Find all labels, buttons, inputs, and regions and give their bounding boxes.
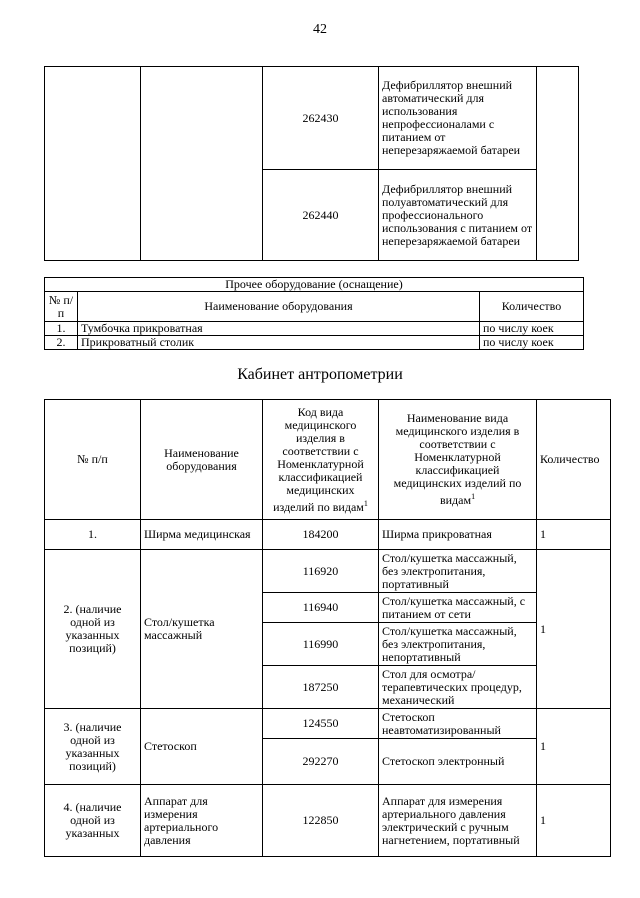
qty-cell: 1: [537, 550, 611, 709]
code-cell: 116920: [263, 550, 379, 593]
code-cell: 116940: [263, 593, 379, 623]
row-num: 4. (наличие одной из указанных: [45, 785, 141, 857]
kind-cell: Стол для осмотра/ терапевтических процедур, механический: [379, 666, 537, 709]
code-cell: 262430: [263, 67, 379, 170]
row-name: Прикроватный столик: [78, 336, 480, 350]
page-number: 42: [313, 22, 327, 37]
kind-cell: Стол/кушетка массажный, без электропитания, непортативный: [379, 623, 537, 666]
kind-cell: Стол/кушетка массажный, с питанием от сети: [379, 593, 537, 623]
row-qty: по числу коек: [480, 322, 584, 336]
table-row: [45, 785, 611, 857]
row-num: 3. (наличие одной из указанных позиций): [45, 709, 141, 785]
header-code: Код вида медицинского изделия в соответствии с Номенклатурной классификацией медицинских изделий по видам$^1$: [263, 400, 379, 520]
empty-cell: [141, 67, 263, 261]
footnote-mark: 1: [363, 498, 368, 508]
row-num: 1.: [45, 322, 78, 336]
code-cell: 292270: [263, 739, 379, 785]
header-qty: Количество: [480, 292, 584, 322]
footnote-mark: 1: [471, 492, 476, 501]
table-row: [45, 520, 611, 550]
code-cell: 116990: [263, 623, 379, 666]
code-cell: 187250: [263, 666, 379, 709]
kind-cell: Аппарат для измерения артериального давления электрический с ручным нагнетением, портативный: [379, 785, 537, 857]
code-cell: 184200: [263, 520, 379, 550]
table-row: [45, 550, 611, 593]
row-qty: по числу коек: [480, 336, 584, 350]
row-name: Ширма медицинская: [141, 520, 263, 550]
code-cell: 124550: [263, 709, 379, 739]
kind-cell: Дефибриллятор внешний полуавтоматический для профессионального использования с питанием от неперезаряжаемой батареи: [379, 170, 537, 261]
qty-cell: 1: [537, 709, 611, 785]
header-qty: Количество: [537, 400, 611, 520]
code-cell: 262440: [263, 170, 379, 261]
table-title: Прочее оборудование (оснащение): [45, 278, 584, 292]
other-equipment-table: [44, 277, 584, 350]
code-cell: 122850: [263, 785, 379, 857]
table-row: [45, 67, 579, 170]
anthropometry-table: [44, 399, 611, 857]
kind-cell: Ширма прикроватная: [379, 520, 537, 550]
table-row: [45, 709, 611, 739]
kind-cell: Стетоскоп электронный: [379, 739, 537, 785]
header-kind: Наименование вида медицинского изделия в соответствии с Номенклатурной классификацией медицинских изделий по видам$^1$: [379, 400, 537, 520]
row-num: 2. (наличие одной из указанных позиций): [45, 550, 141, 709]
row-name: Стол/кушетка массажный: [141, 550, 263, 709]
row-name: Тумбочка прикроватная: [78, 322, 480, 336]
empty-cell: [537, 67, 579, 261]
table-row: [45, 336, 584, 350]
kind-cell: Стетоскоп неавтоматизированный: [379, 709, 537, 739]
qty-cell: 1: [537, 785, 611, 857]
header-name: Наименование оборудования: [141, 400, 263, 520]
header-num: № п/п: [45, 400, 141, 520]
kind-cell: Стол/кушетка массажный, без электропитания, портативный: [379, 550, 537, 593]
row-num: 1.: [45, 520, 141, 550]
row-name: Аппарат для измерения артериального давления: [141, 785, 263, 857]
header-name: Наименование оборудования: [78, 292, 480, 322]
kind-cell: Дефибриллятор внешний автоматический для использования непрофессионалами с питанием от неперезаряжаемой батареи: [379, 67, 537, 170]
table-row: [45, 322, 584, 336]
empty-cell: [45, 67, 141, 261]
defibrillator-table: [44, 66, 579, 261]
row-name: Стетоскоп: [141, 709, 263, 785]
header-num: № п/п: [45, 292, 78, 322]
qty-cell: 1: [537, 520, 611, 550]
row-num: 2.: [45, 336, 78, 350]
section-title: Кабинет антропометрии: [237, 366, 403, 383]
